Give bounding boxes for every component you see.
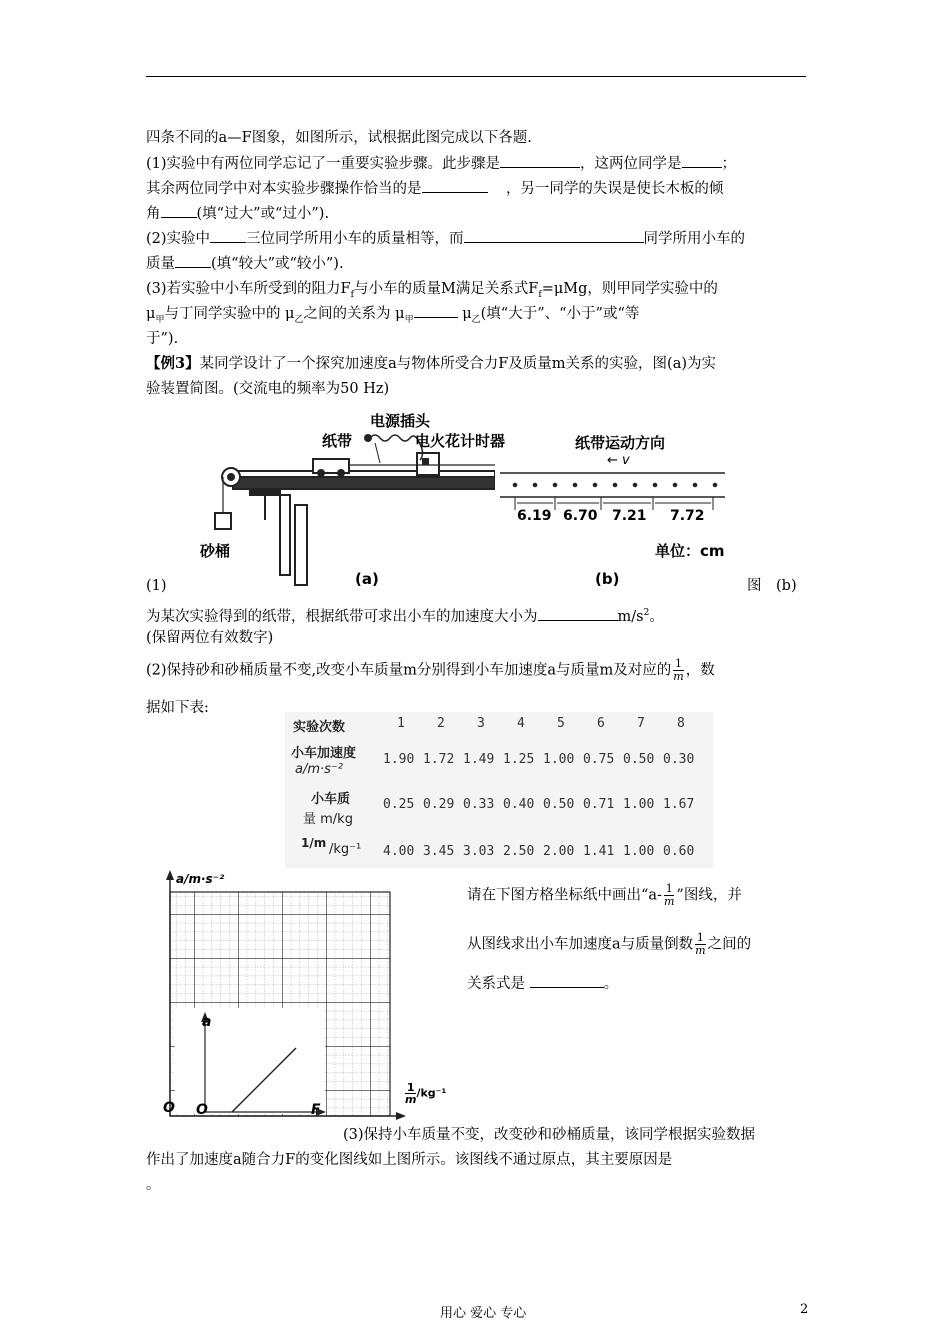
text-line: 其余两位同学中对本实验步骤操作恰当的是 ，另一同学的失误是使长木板的倾 <box>146 178 723 200</box>
table-cell: 1.00 <box>543 752 575 767</box>
text-line: 四条不同的a—F图象，如图所示，试根据此图完成以下各题. <box>146 130 532 146</box>
answer-blank[interactable] <box>210 228 246 243</box>
inset-y-axis-label: a <box>202 1014 212 1030</box>
header-rule <box>146 76 806 77</box>
fraction: $\frac{1}{m}$ <box>663 882 675 908</box>
table-header-cell: 5 <box>557 716 565 731</box>
fraction: $\frac{1}{m}$ <box>695 931 706 957</box>
text-line: 质量 (填“较大”或“较小”). <box>146 253 344 275</box>
answer-blank[interactable] <box>464 228 644 243</box>
table-cell: 0.75 <box>583 752 615 767</box>
table-cell: 0.71 <box>583 797 615 812</box>
question-3b-line: (3)保持小车质量不变，改变砂和砂桶质量，该同学根据实验数据 <box>343 1127 756 1143</box>
text-line: (1) <box>146 578 167 594</box>
table-header-cell: 6 <box>597 716 605 731</box>
text-line: 于”). <box>146 331 179 347</box>
text-line: 关系式是 。 <box>467 973 618 995</box>
answer-blank[interactable] <box>414 303 458 318</box>
label-velocity: ← v <box>607 453 630 468</box>
label-sand-bucket: 砂桶 <box>200 542 231 560</box>
label-spark-timer: 电火花计时器 <box>415 432 506 450</box>
text-line: 据如下表: <box>146 700 209 716</box>
answer-blank[interactable] <box>530 973 604 988</box>
answer-blank[interactable] <box>161 203 197 218</box>
label-tape: 纸带 <box>322 432 353 450</box>
tape-segment: 7.21 <box>612 508 647 524</box>
text-line: (2)保持砂和砂桶质量不变,改变小车质量m分别得到小车加速度a与质量m及对应的 $\frac{1}{m}$ ，数 <box>146 657 715 683</box>
label-power-plug: 电源插头 <box>370 412 431 430</box>
text-line: 验装置简图。(交流电的频率为50 Hz) <box>146 381 390 397</box>
text-line: 。 <box>146 1177 161 1193</box>
answer-blank[interactable] <box>500 153 580 168</box>
table-header-cell: 7 <box>637 716 645 731</box>
row-label-unit: a/m·s⁻² <box>295 762 343 777</box>
grid-y-axis-label: a/m·s⁻² <box>176 872 225 886</box>
table-cell: 0.25 <box>383 797 415 812</box>
row-label-unit: /kg⁻¹ <box>329 842 362 857</box>
table-cell: 0.30 <box>663 752 695 767</box>
grid-x-axis-label: $\frac{1}{m}$ /kg⁻¹ <box>405 1081 447 1106</box>
table-cell: 1.25 <box>503 752 535 767</box>
fraction: $\frac{1}{m}$ <box>673 657 684 683</box>
text-line: (保留两位有效数字) <box>146 630 274 646</box>
inset-x-axis-label: F <box>311 1102 321 1118</box>
answer-blank[interactable] <box>175 253 211 268</box>
text-line: 为某次实验得到的纸带，根据纸带可求出小车的加速度大小为 $m/s^2$。 <box>146 602 664 628</box>
answer-blank[interactable] <box>538 606 618 621</box>
text-line: 角 (填“过大”或“过小”). <box>146 203 329 225</box>
table-header-cell: 3 <box>477 716 485 731</box>
table-cell: 1.67 <box>663 797 695 812</box>
table-cell: 1.49 <box>463 752 495 767</box>
question-1-line: (1)实验中有两位同学忘记了一重要实验步骤。此步骤是 ，这两位同学是 ； <box>146 153 736 175</box>
caption-b: (b) <box>595 570 620 588</box>
tape-segment: 6.70 <box>563 508 598 524</box>
question-3-line: (3)若实验中小车所受到的阻力$F_f$与小车的质量M满足关系式$F_f=\mu Mg$，则甲同学实验中的 <box>146 281 718 300</box>
table-cell: 0.50 <box>623 752 655 767</box>
row-label: 小车质 <box>311 792 351 807</box>
table-cell: 3.03 <box>463 844 495 859</box>
table-header-cell: 4 <box>517 716 525 731</box>
tape-segment: 6.19 <box>517 508 552 524</box>
table-cell: 2.00 <box>543 844 575 859</box>
example-3-heading: 【例3】某同学设计了一个探究加速度a与物体所受合力F及质量m关系的实验，图(a)为实 <box>146 355 717 372</box>
text-line: $\mu_甲$与丁同学实验中的 $\mu_乙$之间的关系为 $\mu_甲$ $\mu_乙$(填“大于”、“小于”或“等 <box>146 303 639 331</box>
table-cell: 3.45 <box>423 844 455 859</box>
question-2-line: (2)实验中 三位同学所用小车的质量相等，而 同学所用小车的 <box>146 228 745 250</box>
page-number: 2 <box>800 1302 809 1317</box>
table-cell: 2.50 <box>503 844 535 859</box>
table-cell: 0.33 <box>463 797 495 812</box>
answer-blank[interactable] <box>682 153 722 168</box>
table-header-label: 实验次数 <box>293 720 346 735</box>
caption-a: (a) <box>355 570 379 588</box>
table-cell: 1.41 <box>583 844 615 859</box>
unit-label: 单位：cm <box>655 542 725 560</box>
footer-text: 用心 爱心 专心 <box>440 1306 527 1321</box>
row-label: 1/m <box>301 836 327 850</box>
answer-blank[interactable] <box>422 178 488 193</box>
tape-segment: 7.72 <box>670 508 705 524</box>
text-line: 请在下图方格坐标纸中画出“a- $\frac{1}{m}$ ”图线，并 <box>467 882 742 908</box>
text-line: 图 (b) <box>747 578 797 594</box>
text-line: 作出了加速度a随合力F的变化图线如上图所示。该图线不通过原点，其主要原因是 <box>146 1152 673 1168</box>
table-header-cell: 1 <box>397 716 405 731</box>
grid-origin-label: O <box>163 1100 175 1116</box>
table-cell: 0.40 <box>503 797 535 812</box>
table-cell: 1.00 <box>623 844 655 859</box>
table-cell: 0.29 <box>423 797 455 812</box>
table-cell: 4.00 <box>383 844 415 859</box>
table-cell: 1.72 <box>423 752 455 767</box>
table-cell: 1.00 <box>623 797 655 812</box>
row-label: 小车加速度 <box>291 746 357 761</box>
text-line: 从图线求出小车加速度a与质量倒数 $\frac{1}{m}$ 之间的 <box>467 931 752 957</box>
table-header-cell: 8 <box>677 716 685 731</box>
table-cell: 0.50 <box>543 797 575 812</box>
row-label-unit: 量 m/kg <box>303 812 353 827</box>
data-table <box>285 712 713 868</box>
table-header-cell: 2 <box>437 716 445 731</box>
label-tape-direction: 纸带运动方向 <box>575 434 666 452</box>
inset-origin-label: O <box>196 1102 208 1118</box>
table-cell: 1.90 <box>383 752 415 767</box>
table-cell: 0.60 <box>663 844 695 859</box>
